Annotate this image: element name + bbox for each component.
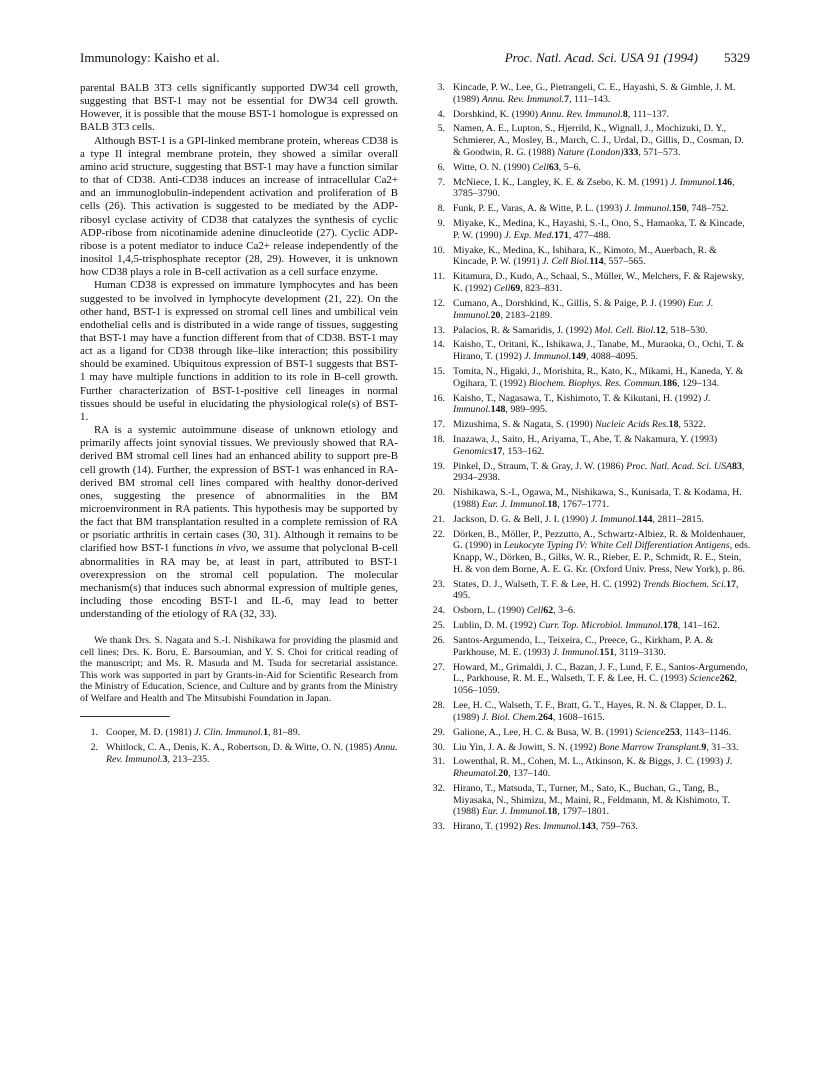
- reference-journal: Cell: [532, 161, 549, 173]
- reference-item: [427, 727, 753, 739]
- reference-authors: Cooper, M. D. (1981): [106, 727, 195, 739]
- reference-pages: , 2811–2815.: [652, 513, 704, 525]
- reference-journal: J. Immunol.: [670, 176, 718, 188]
- reference-authors: Kitamura, D., Kudo, A., Schaal, S., Müller, W., Melchers, F. & Rajewsky, K. (1992): [453, 271, 745, 295]
- reference-authors: Lowenthal, R. M., Cohen, M. L., Atkinson, K. & Biggs, J. C. (1993): [453, 756, 726, 768]
- reference-pages: , 141–162.: [677, 620, 720, 632]
- reference-item: [427, 783, 753, 818]
- header-journal-page: [505, 50, 750, 66]
- reference-number: 26.: [432, 635, 445, 647]
- reference-list-left: [80, 727, 398, 765]
- reference-pages: , 748–752.: [686, 203, 729, 215]
- reference-pages: , 1056–1059.: [453, 673, 737, 697]
- reference-authors: Palacios, R. & Samaridis, J. (1992): [453, 324, 595, 336]
- reference-journal: Science: [689, 673, 720, 685]
- reference-authors: Inazawa, J., Saito, H., Ariyama, T., Abe, T. & Nakamura, Y. (1993): [453, 434, 718, 446]
- reference-number: 11.: [433, 271, 445, 283]
- reference-journal: Cell: [526, 605, 544, 617]
- reference-item: [427, 605, 753, 617]
- reference-authors: Namen, A. E., Lupton, S., Hjerrild, K., Wignall, J., Mochizuki, D. Y., Schmierer, A., Mosley, B., March, C. J., Urdal, D., Gillis, D., Cosman, D. & Goodwin, R. G. (1988): [453, 123, 744, 158]
- reference-authors: Tomita, N., Higaki, J., Morishita, R., Kato, K., Mikami, H., Kaneda, Y. & Ogihara, T. (1992): [453, 366, 744, 389]
- reference-journal: J. Biol. Chem.: [481, 711, 539, 723]
- reference-number: 19.: [432, 460, 445, 472]
- reference-pages: , 2183–2189.: [500, 309, 553, 321]
- reference-journal: J. Cell Biol.: [542, 256, 590, 268]
- reference-item: [427, 325, 753, 337]
- reference-pages: , 5–6.: [558, 161, 581, 173]
- paragraph-4-part-a: RA is a systemic autoimmune disease of unknown etiology and primarily affects joint synovial tissues. We previously showed that RA-derived BM stromal cell lines had an enhanced ability to support pre-B cell growth (14). Further, the expression of BST-1 was enhanced in RA-derived BM stromal cell lines compared with healthy donor-derived ones, suggesting the presence of abnormalities in the BM microenvironment in RA patients. This hypothesis may be supported by the fact that BM transplantation resulted in a complete remission of RA or psoriatic arthritis in certain cases (30, 31). Although it remains to be clarified how BST-1 functions: [80, 424, 398, 555]
- reference-journal: Annu. Rev. Immunol.: [481, 93, 565, 105]
- body-paragraph-2: Although BST-1 is a GPI-linked membrane protein, whereas CD38 is a type II integral membrane protein, they showed a similar overall amino acid structure, suggesting that BST-1 may have a function similar to that of CD38. Anti-CD38 induces an increase of intracellular Ca2+ and an immunoglobulin-independent activation and proliferation of B cells (26). This activation is suggested to be mediated by the ADP-ribosyl cyclase activity of CD38 that catalyzes the synthesis of cyclic ADP-ribose from nicotinamide adenine dinucleotide (27). Cyclic ADP-ribose is a potent mediator to induce Ca2+ release independently of the inositol 1,4,5-trisphosphate receptor (28, 29). However, it is unknown how CD38 plays a role in B-cell activation as a cell surface enzyme.: [80, 134, 398, 279]
- body-paragraph-4: [80, 424, 398, 621]
- reference-item: [427, 487, 753, 510]
- reference-number: 16.: [432, 392, 445, 404]
- reference-authors: States, D. J., Walseth, T. F. & Lee, H. C. (1992): [453, 578, 644, 590]
- reference-volume: 20: [490, 309, 501, 321]
- reference-pages: , 823–831.: [520, 283, 563, 295]
- reference-authors: Hirano, T., Matsuda, T., Turner, M., Sato, K., Buchan, G., Tang, B., Miyasaka, N., Shimizu, M., Maini, R., Feldmann, M. & Kishimoto, T. (1988): [453, 783, 730, 818]
- reference-item: [427, 756, 753, 779]
- reference-volume: 144: [637, 513, 653, 525]
- reference-number: 13.: [432, 324, 445, 336]
- reference-volume: 171: [553, 229, 569, 241]
- reference-journal: Trends Biochem. Sci.: [643, 578, 727, 590]
- reference-authors: Funk, P. E., Varas, A. & Witte, P. L. (1993): [453, 203, 625, 215]
- reference-item: [427, 461, 753, 484]
- reference-number: 20.: [432, 487, 445, 499]
- reference-number: 31.: [432, 756, 445, 768]
- reference-pages: , 1143–1146.: [679, 726, 731, 738]
- reference-journal: J. Exp. Med.: [504, 229, 554, 241]
- reference-item: [427, 579, 753, 602]
- reference-volume: 1: [263, 727, 268, 739]
- reference-journal: J. Immunol.: [453, 392, 711, 416]
- left-column: [80, 82, 398, 769]
- reference-number: 24.: [432, 605, 445, 617]
- reference-authors: Kaisho, T., Oritani, K., Ishikawa, J., Tanabe, M., Muraoka, O., Ochi, T. & Hirano, T. (1992): [453, 339, 745, 363]
- reference-pages: , 137–140.: [508, 768, 551, 780]
- reference-authors: Galione, A., Lee, H. C. & Busa, W. B. (1991): [453, 726, 635, 738]
- reference-item: [427, 82, 753, 105]
- reference-number: 17.: [432, 419, 445, 431]
- reference-volume: 333: [623, 146, 639, 158]
- reference-volume: 143: [581, 821, 596, 833]
- paragraph-4-italic: in vivo: [216, 542, 246, 555]
- reference-item: [427, 162, 753, 174]
- reference-pages: , 2934–2938.: [453, 460, 745, 484]
- reference-pages: , 1608–1615.: [552, 711, 605, 723]
- acknowledgments: We thank Drs. S. Nagata and S.-I. Nishikawa for providing the plasmid and cell lines; Drs. K. Boru, E. Barsoumian, and Y. S. Choi for critical reading of the manuscript; and Ms. R. Masuda and M. Tsuda for secretarial assistance. This work was supported in part by Grants-in-Aid for Scientific Research from the Ministry of Education, Science, and Culture and by grants from the Ministry of Welfare and Health and The Mitsubishi Foundation in Japan.: [80, 635, 398, 704]
- reference-authors: Miyake, K., Medina, K., Ishihara, K., Kimoto, M., Auerbach, R. & Kincade, P. W. (1991): [453, 244, 717, 268]
- body-paragraph-1: parental BALB 3T3 cells significantly supported DW34 cell growth, suggesting that BST-1 may not be essential for DW34 cell growth. However, it is possible that the mouse BST-1 homologue is expressed on BALB 3T3 cells.: [80, 82, 398, 134]
- reference-authors: Whitlock, C. A., Denis, K. A., Robertson, D. & Witte, O. N. (1985): [106, 742, 375, 754]
- reference-number: 10.: [432, 244, 445, 256]
- reference-pages: , 557–565.: [603, 256, 646, 268]
- reference-journal: Nature (London): [557, 146, 624, 158]
- reference-journal: Biochem. Biophys. Res. Commun.: [528, 377, 663, 389]
- reference-authors: Hirano, T. (1992): [453, 821, 525, 833]
- reference-journal: Bone Marrow Transplant.: [598, 741, 702, 753]
- reference-item: [427, 635, 753, 658]
- reference-item: [427, 298, 753, 321]
- reference-authors: Kincade, P. W., Lee, G., Pietrangeli, C. E., Hayashi, S. & Gimble, J. M. (1989): [453, 82, 736, 105]
- reference-volume: 114: [589, 256, 604, 268]
- reference-number: 28.: [432, 700, 445, 712]
- reference-item: [427, 366, 753, 389]
- reference-pages: , 1797–1801.: [557, 806, 610, 818]
- reference-authors: Cumano, A., Dorshkind, K., Gillis, S. & Paige, P. J. (1990): [453, 297, 688, 309]
- reference-authors: Jackson, D. G. & Bell, J. I. (1990): [453, 513, 591, 525]
- reference-pages: , 571–573.: [638, 146, 681, 158]
- reference-item: [427, 203, 753, 215]
- reference-number: 33.: [432, 821, 445, 833]
- reference-journal: Annu. Rev. Immunol.: [540, 108, 623, 120]
- reference-item: [427, 662, 753, 697]
- reference-journal: Res. Immunol.: [524, 821, 581, 833]
- reference-pages: , 1767–1771.: [557, 498, 610, 510]
- reference-authors: Pinkel, D., Straum, T. & Gray, J. W. (1986): [453, 460, 627, 472]
- reference-volume: 262: [719, 673, 735, 685]
- reference-journal: Eur. J. Immunol.: [481, 498, 548, 510]
- paragraph-4-part-b: , we assume that polyclonal B-cell abnormalities in RA may be, at least in part, attributed to BST-1 overexpression on the stromal cell population. The molecular mechanism(s) that induces such abnormal expression of multiple genes, including those encoding BST-1 and IL-6, may lead to better understanding of the etiology of RA (32, 33).: [80, 542, 398, 621]
- header-section-authors: Immunology: Kaisho et al.: [80, 50, 220, 65]
- reference-authors: Lublin, D. M. (1992): [453, 620, 539, 632]
- running-header: [80, 50, 750, 70]
- reference-authors: Dorshkind, K. (1990): [453, 108, 541, 120]
- reference-volume: 18: [547, 806, 558, 818]
- reference-volume: 18: [668, 419, 679, 431]
- reference-number: 21.: [432, 513, 445, 525]
- reference-item: [427, 700, 753, 723]
- reference-number: 8.: [437, 203, 445, 215]
- reference-journal: J. Immunol.: [524, 351, 572, 363]
- reference-volume: 69: [510, 283, 521, 295]
- reference-number: 27.: [432, 661, 445, 673]
- reference-item: [427, 529, 753, 576]
- reference-number: 25.: [432, 620, 445, 632]
- reference-journal: Nucleic Acids Res.: [595, 419, 669, 431]
- reference-journal: Eur. J. Immunol.: [453, 297, 714, 321]
- reference-item: [427, 419, 753, 431]
- reference-volume: 151: [599, 646, 615, 658]
- reference-volume: 12: [655, 324, 666, 336]
- reference-volume: 63: [548, 161, 559, 173]
- reference-item: [427, 218, 753, 241]
- reference-authors: Miyake, K., Medina, K., Hayashi, S.-I., Ono, S., Hamaoka, T. & Kincade, P. W. (1990): [453, 218, 745, 241]
- reference-journal: J. Immunol.: [624, 203, 672, 215]
- reference-volume: 8: [622, 108, 628, 120]
- reference-item: [427, 434, 753, 457]
- reference-authors: Lee, H. C., Walseth, T. F., Bratt, G. T., Hayes, R. N. & Clapper, D. L. (1989): [453, 700, 727, 723]
- reference-authors: Mizushima, S. & Nagata, S. (1990): [453, 419, 596, 431]
- reference-journal: Curr. Top. Microbiol. Immunol.: [538, 620, 663, 632]
- reference-volume: 148: [490, 404, 506, 416]
- reference-pages: , 3119–3130.: [614, 646, 666, 658]
- reference-item: [427, 245, 753, 268]
- reference-pages: , 5322.: [678, 419, 706, 431]
- reference-item: [427, 109, 753, 121]
- reference-pages: , 518–530.: [665, 324, 708, 336]
- reference-volume: 20: [498, 768, 509, 780]
- reference-volume: 18: [547, 498, 558, 510]
- reference-authors: Witte, O. N. (1990): [453, 161, 533, 173]
- reference-pages: , 81–89.: [268, 727, 301, 739]
- reference-journal: Cell: [493, 283, 511, 295]
- reference-pages: , 3785–3790.: [453, 176, 735, 200]
- reference-volume: 7: [564, 93, 570, 105]
- reference-journal: Genomics: [453, 445, 493, 457]
- reference-item: [427, 177, 753, 200]
- reference-authors: Howard, M., Grimaldi, J. C., Bazan, J. F., Lund, F. E., Santos-Argumendo, L., Parkhouse, R. M. E., Walseth, T. F. & Lee, H. C. (1993): [453, 661, 748, 685]
- reference-item: [427, 339, 753, 362]
- reference-item: [427, 393, 753, 416]
- reference-volume: 150: [671, 203, 687, 215]
- reference-volume: 83: [732, 460, 742, 472]
- reference-authors: Dörken, B., Möller, P., Pezzutto, A., Schwartz-Albiez, R. & Moldenhauer, G. (1990) in: [453, 528, 746, 552]
- reference-number: 4.: [437, 108, 445, 120]
- reference-pages: , 153–162.: [502, 445, 545, 457]
- right-column: [427, 82, 753, 836]
- reference-item: [427, 271, 753, 294]
- reference-pages: , 129–134.: [677, 377, 719, 389]
- reference-journal: J. Rheumatol.: [453, 756, 733, 780]
- reference-number: 5.: [437, 123, 445, 135]
- reference-journal: Annu. Rev. Immunol.: [106, 742, 398, 765]
- reference-volume: 9: [701, 741, 707, 753]
- reference-number: 3.: [437, 82, 445, 93]
- reference-journal: J. Clin. Immunol.: [194, 727, 264, 739]
- reference-pages: , 477–488.: [568, 229, 611, 241]
- header-page-number: 5329: [724, 50, 750, 65]
- reference-item: [427, 514, 753, 526]
- reference-journal: Leukocyte Typing IV: White Cell Differentiation Antigens: [504, 540, 730, 552]
- reference-journal: Eur. J. Immunol.: [481, 806, 548, 818]
- reference-item: [427, 620, 753, 632]
- reference-item: [427, 123, 753, 158]
- reference-volume: 3: [162, 754, 168, 765]
- reference-number: 32.: [432, 783, 445, 794]
- reference-authors: Nishikawa, S.-I., Ogawa, M., Nishikawa, S., Kunisada, T. & Kodama, H. (1988): [453, 487, 742, 510]
- reference-pages: , 31–33.: [706, 741, 739, 753]
- reference-authors: McNiece, I. K., Langley, K. E. & Zsebo, K. M. (1991): [453, 176, 671, 188]
- header-journal: Proc. Natl. Acad. Sci. USA 91 (1994): [504, 50, 698, 65]
- reference-authors: Kaisho, T., Nagasawa, T., Kishimoto, T. & Kikutani, H. (1992): [453, 392, 704, 404]
- reference-pages: , 3–6.: [553, 605, 576, 617]
- reference-journal: Mol. Cell. Biol.: [594, 324, 656, 336]
- reference-volume: 17: [492, 445, 503, 457]
- reference-number: 22.: [432, 528, 445, 540]
- reference-number: 23.: [432, 578, 445, 590]
- reference-number: 1.: [90, 727, 98, 739]
- reference-pages: , 495.: [453, 578, 739, 602]
- reference-volume: 178: [662, 620, 678, 632]
- reference-number: 2.: [90, 742, 98, 754]
- reference-item: [427, 742, 753, 754]
- reference-pages: , 213–235.: [167, 754, 210, 765]
- reference-list-right: [427, 82, 753, 833]
- reference-journal: Proc. Natl. Acad. Sci. USA: [626, 460, 733, 472]
- reference-pages: , 4088–4095.: [585, 351, 638, 363]
- reference-volume: 149: [571, 351, 586, 363]
- reference-number: 12.: [432, 297, 445, 309]
- reference-volume: 253: [665, 726, 680, 738]
- reference-volume: 62: [543, 605, 554, 617]
- reference-journal: J. Immunol.: [590, 513, 638, 525]
- reference-item: [427, 821, 753, 833]
- reference-number: 6.: [437, 161, 445, 173]
- reference-authors: Osborn, L. (1990): [453, 605, 527, 617]
- reference-number: 9.: [437, 218, 445, 230]
- reference-number: 30.: [432, 741, 445, 753]
- reference-authors: Liu Yin, J. A. & Jowitt, S. N. (1992): [453, 741, 599, 753]
- reference-pages: , 111–137.: [627, 108, 670, 120]
- reference-number: 15.: [432, 366, 445, 378]
- reference-pages: , eds. Knapp, W., Dörken, B., Gilks, W. R., Rieber, E. P., Schmidt, R. E., Stein, H. & von dem Borne, A. E. G. Kr. (Oxford Univ. Press, New York), p. 86.: [453, 540, 751, 575]
- reference-pages: , 111–143.: [569, 93, 611, 105]
- reference-pages: , 759–763.: [595, 821, 638, 833]
- reference-volume: 146: [717, 176, 733, 188]
- reference-item: [80, 742, 398, 765]
- reference-item: [80, 727, 398, 739]
- reference-volume: 186: [662, 377, 677, 389]
- reference-volume: 264: [538, 711, 553, 723]
- reference-number: 29.: [432, 726, 445, 738]
- reference-number: 14.: [432, 339, 445, 351]
- reference-pages: , 989–995.: [505, 404, 548, 416]
- body-paragraph-3: Human CD38 is expressed on immature lymphocytes and has been suggested to be involved in lymphocyte development (21, 22). On the other hand, BST-1 is expressed on stromal cell lines and umbilical vein endothelial cells and is distributed in a wide range of tissues, suggesting that BST-1 may have a function different from that of CD38. BST-1 may act as a ligand for CD38 through like–like interaction; this possibility should be examined. Ubiquitous expression of BST-1 suggests that BST-1 may have multiple functions in addition to its role in B-cell growth. Further characterization of BST-1-positive cell lineages in normal tissues should be useful in elucidating the physiological role(s) of BST-1.: [80, 279, 398, 423]
- reference-number: 18.: [432, 434, 445, 446]
- reference-volume: 17: [726, 578, 737, 590]
- reference-number: 7.: [437, 176, 445, 188]
- references-divider: [80, 716, 170, 717]
- reference-journal: Science: [634, 726, 666, 738]
- reference-journal: J. Immunol.: [552, 646, 600, 658]
- reference-authors: Santos-Argumendo, L., Teixeira, C., Preece, G., Kirkham, P. A. & Parkhouse, M. E. (1993): [453, 635, 714, 658]
